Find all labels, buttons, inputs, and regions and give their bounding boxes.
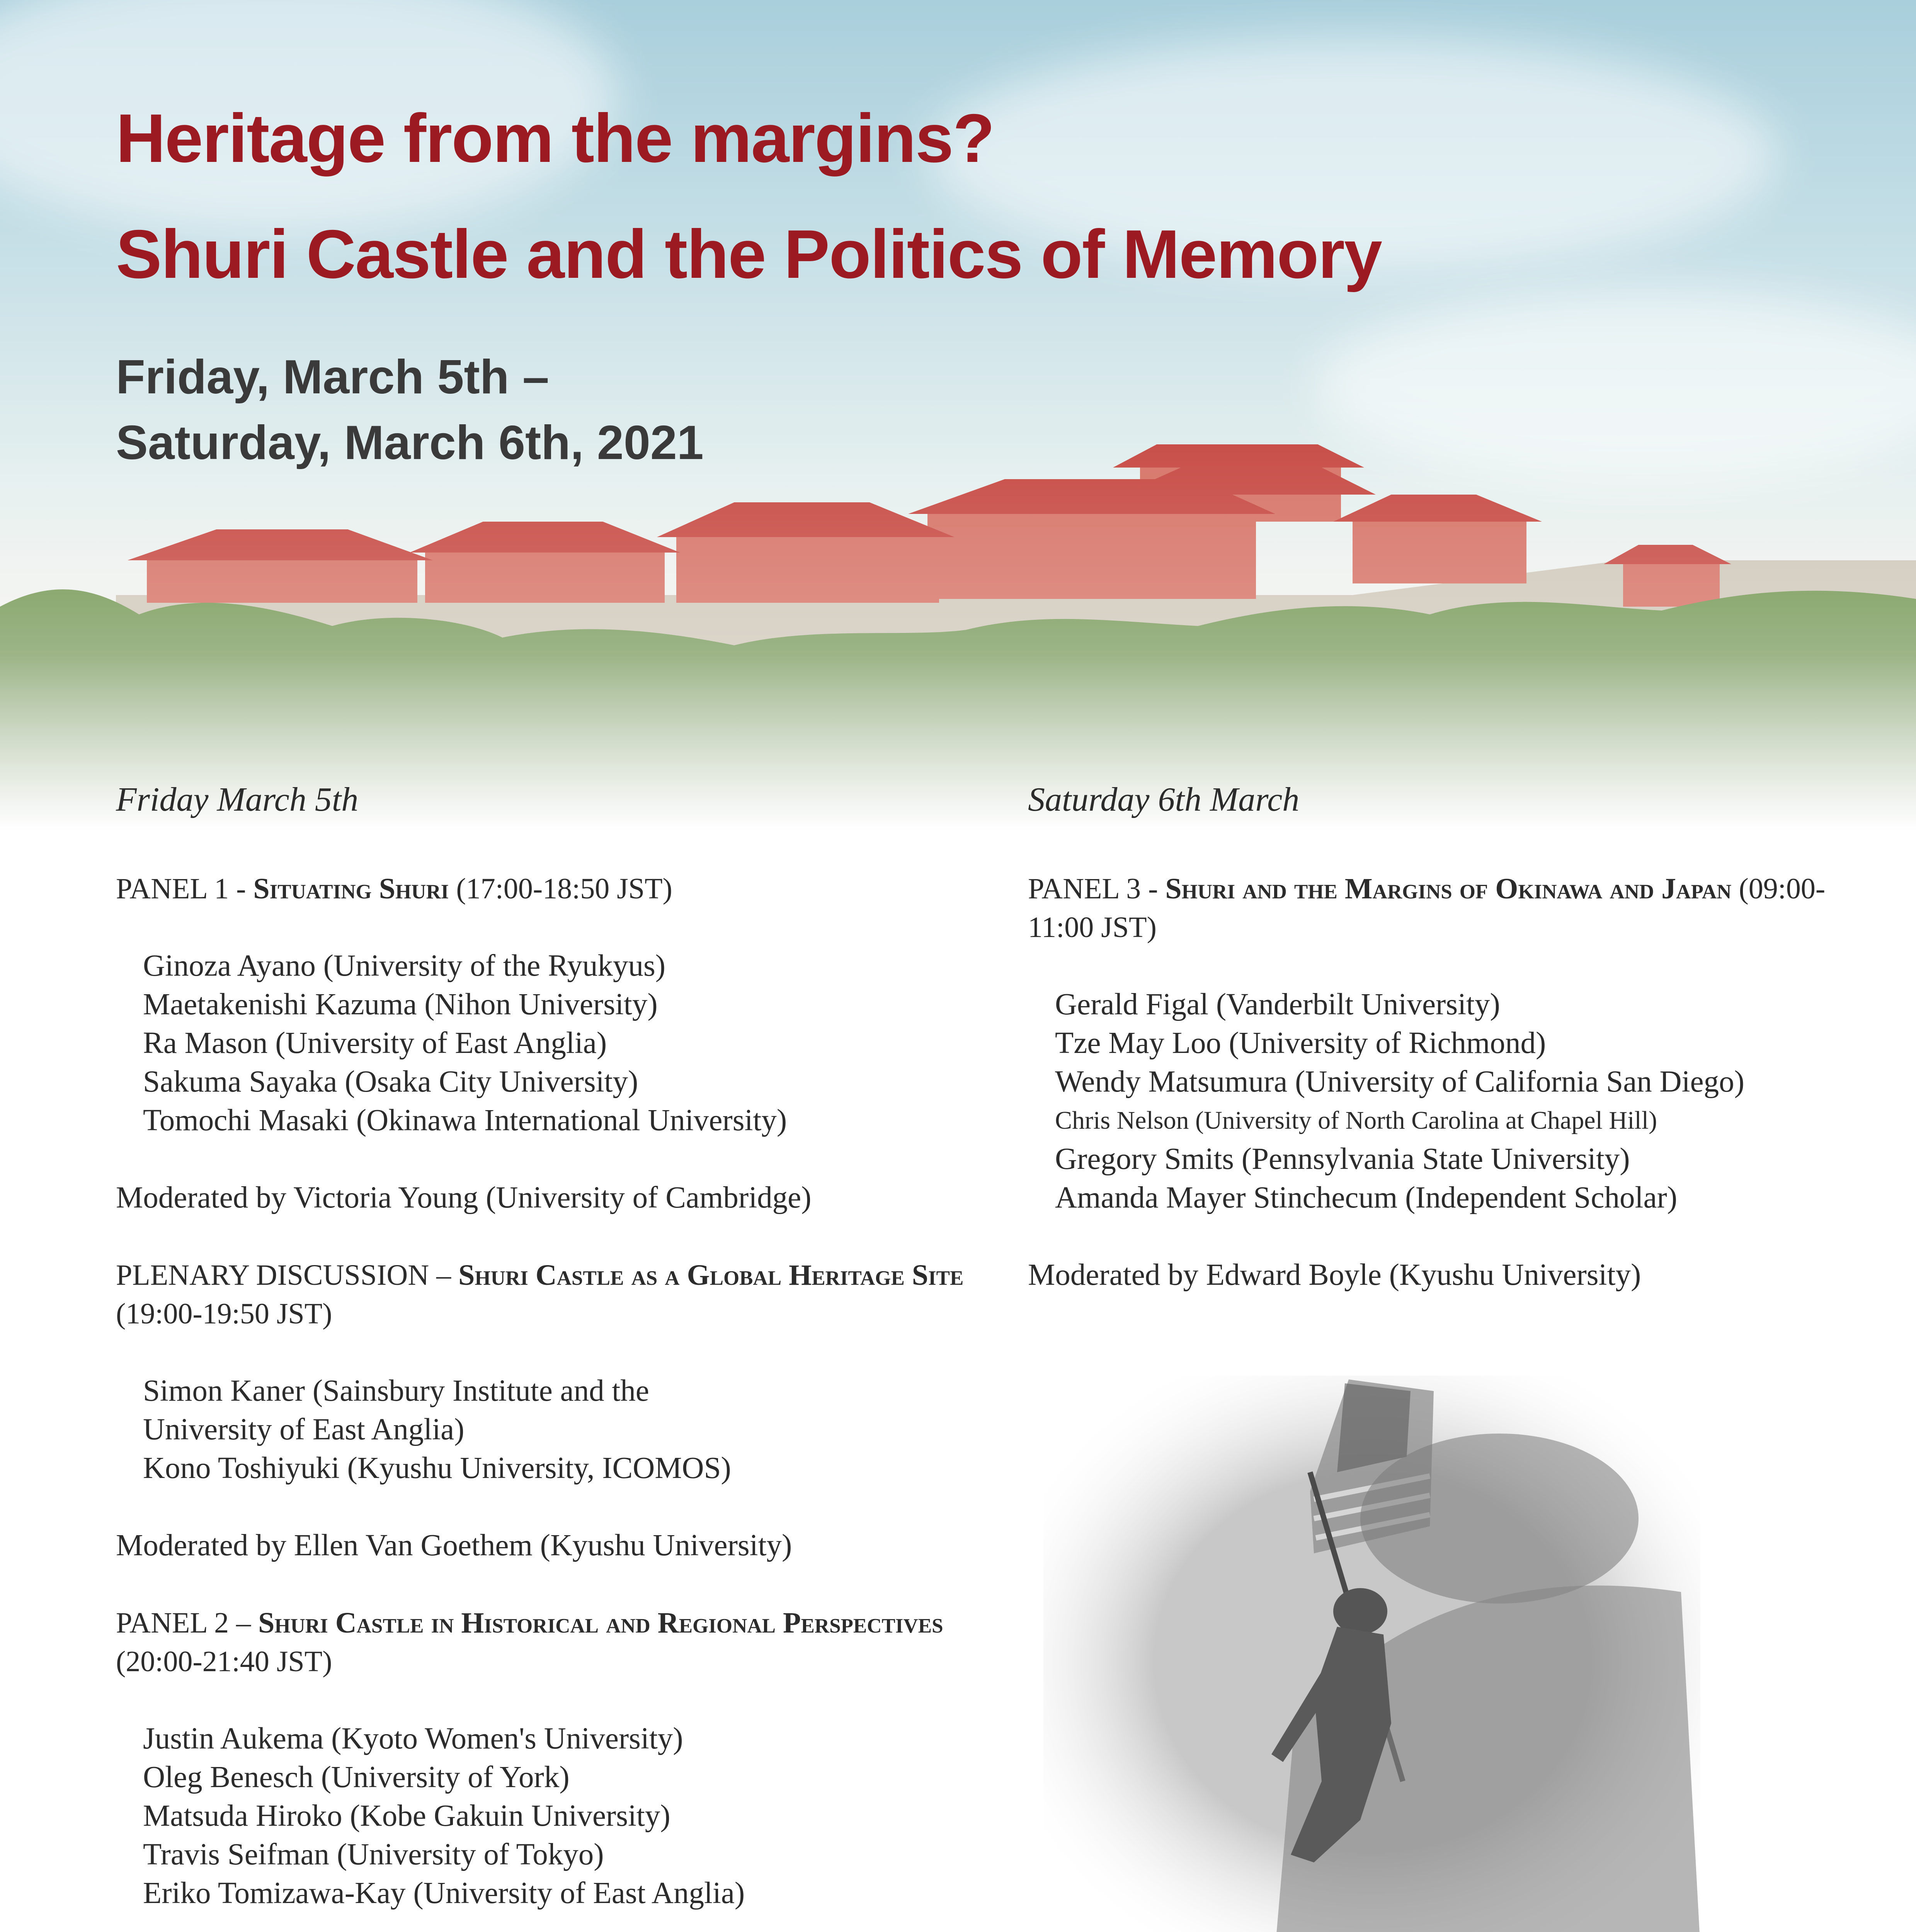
panel3-speakers — [1055, 985, 1839, 1217]
panel-label: PLENARY DISCUSSION – — [116, 1259, 459, 1291]
day-heading-saturday: Saturday 6th March — [1028, 781, 1300, 818]
speaker: Kono Toshiyuki (Kyushu University, ICOMOS) — [143, 1451, 731, 1485]
speaker: Simon Kaner (Sainsbury Institute and the — [143, 1374, 649, 1408]
panel-time: (17:00-18:50 JST) — [449, 872, 672, 905]
event-date-line1: Friday, March 5th – — [116, 350, 549, 404]
speaker: Wendy Matsumura (University of California San Diego) — [1055, 1065, 1744, 1099]
event-date-line2: Saturday, March 6th, 2021 — [116, 416, 704, 469]
panel2-speakers — [143, 1719, 966, 1913]
speaker: Eriko Tomizawa-Kay (University of East Anglia) — [143, 1876, 745, 1910]
speaker: Ra Mason (University of East Anglia) — [143, 1026, 607, 1060]
speaker: Tze May Loo (University of Richmond) — [1055, 1026, 1546, 1060]
saturday-program — [1028, 781, 1839, 1333]
speaker: Gregory Smits (Pennsylvania State University) — [1055, 1142, 1630, 1176]
panel-time: (20:00-21:40 JST) — [116, 1645, 332, 1678]
flag-raising-photo — [1043, 1376, 1700, 1932]
panel1-heading — [116, 869, 966, 908]
event-title-line1: Heritage from the margins? — [116, 100, 994, 177]
day-heading-friday: Friday March 5th — [116, 781, 359, 818]
speaker: Gerald Figal (Vanderbilt University) — [1055, 988, 1500, 1021]
panel-time: (19:00-19:50 JST) — [116, 1298, 332, 1330]
panel-topic: Shuri Castle as a Global Heritage Site — [458, 1259, 964, 1291]
panel-label: PANEL 3 - — [1028, 872, 1166, 905]
plenary-speakers — [143, 1372, 966, 1488]
panel2-heading — [116, 1604, 966, 1681]
panel1-speakers — [143, 947, 966, 1140]
speaker: University of East Anglia) — [143, 1413, 465, 1446]
panel-label: PANEL 1 - — [116, 872, 254, 905]
speaker: Justin Aukema (Kyoto Women's University) — [143, 1722, 683, 1755]
speaker: Maetakenishi Kazuma (Nihon University) — [143, 988, 658, 1021]
speaker: Chris Nelson (University of North Carolina at Chapel Hill) — [1055, 1106, 1657, 1134]
friday-program — [116, 781, 966, 1932]
speaker: Matsuda Hiroko (Kobe Gakuin University) — [143, 1799, 670, 1833]
shuri-castle-image — [0, 444, 1916, 831]
speaker: Tomochi Masaki (Okinawa International University) — [143, 1104, 787, 1137]
panel1-moderator: Moderated by Victoria Young (University of Cambridge) — [116, 1181, 812, 1214]
speaker: Oleg Benesch (University of York) — [143, 1760, 570, 1794]
event-title-line2: Shuri Castle and the Politics of Memory — [116, 216, 1382, 293]
plenary-heading — [116, 1256, 966, 1333]
speaker: Amanda Mayer Stinchecum (Independent Scholar) — [1055, 1181, 1678, 1214]
speaker: Travis Seifman (University of Tokyo) — [143, 1838, 604, 1871]
panel3-heading — [1028, 869, 1839, 947]
speaker: Sakuma Sayaka (Osaka City University) — [143, 1065, 638, 1099]
panel-topic: Shuri and the Margins of Okinawa and Japan — [1165, 872, 1732, 905]
panel-label: PANEL 2 – — [116, 1607, 259, 1639]
panel-topic: Situating Shuri — [253, 872, 449, 905]
panel-topic: Shuri Castle in Historical and Regional Perspectives — [258, 1607, 943, 1639]
speaker: Ginoza Ayano (University of the Ryukyus) — [143, 949, 666, 983]
plenary-moderator: Moderated by Ellen Van Goethem (Kyushu University) — [116, 1529, 792, 1562]
panel3-moderator: Moderated by Edward Boyle (Kyushu University) — [1028, 1258, 1641, 1292]
panel-time: (09:00-11:00 JST) — [1028, 872, 1826, 944]
